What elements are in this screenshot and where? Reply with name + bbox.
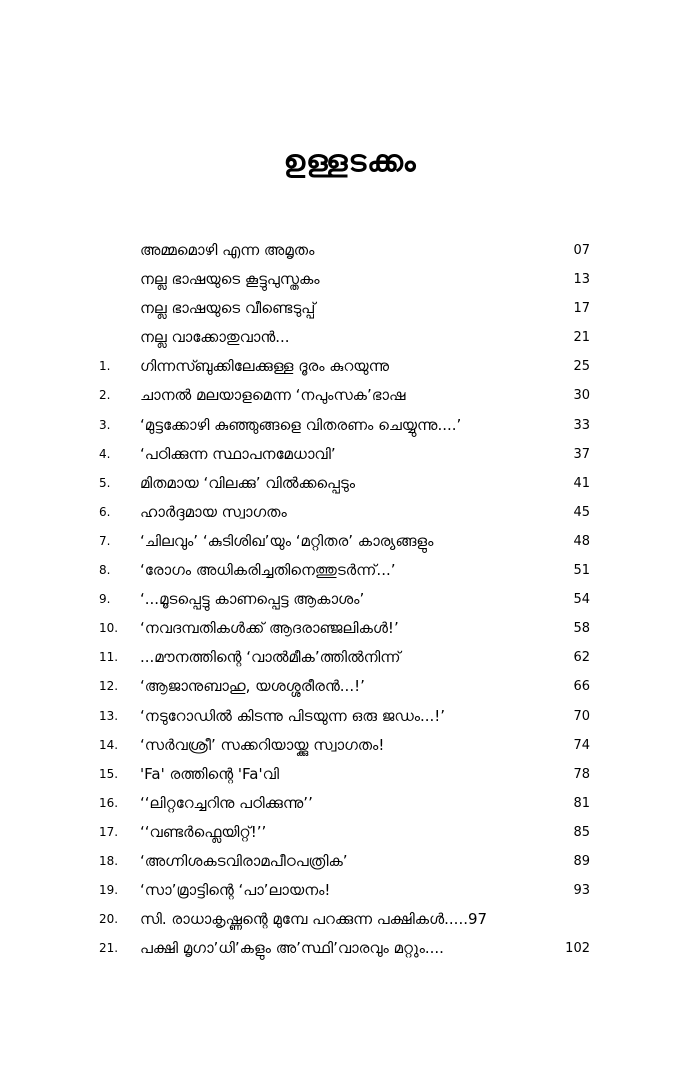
toc-entry-number: 3. xyxy=(99,417,111,432)
toc-entry-page: 21 xyxy=(573,330,590,346)
toc-entry-title: നല്ല ഭാഷയുടെ കൂട്ടുപുസ്തകം xyxy=(140,270,320,289)
toc-entry-title: ഗിന്നസ്ബുക്കിലേക്കുള്ള ദൂരം കുറയുന്നു xyxy=(140,357,390,376)
toc-entry-title: ‘രോഗം അധികരിച്ചതിനെത്തുടർന്ന്...’ xyxy=(140,561,396,580)
toc-entry xyxy=(0,440,700,469)
toc-entry-number: 14. xyxy=(99,737,119,752)
toc-entry-number: 6. xyxy=(99,504,111,519)
toc-entry-title: ‘...മൂടപ്പെട്ടു കാണപ്പെട്ട ആകാശം’ xyxy=(140,590,365,609)
toc-entry xyxy=(0,672,700,701)
toc-entry-number: 13. xyxy=(99,708,119,723)
toc-entry xyxy=(0,934,700,963)
toc-entry-title: നല്ല വാക്കോതുവാൻ... xyxy=(140,328,290,347)
toc-entry-number: 12. xyxy=(99,679,119,694)
toc-entry-page: 54 xyxy=(573,592,590,608)
toc-entry xyxy=(0,760,700,789)
toc-entry-page: 102 xyxy=(565,941,590,957)
toc-entry xyxy=(0,323,700,352)
toc-entry xyxy=(0,556,700,585)
toc-entry-page: 48 xyxy=(573,533,590,549)
toc-entry-page: 70 xyxy=(573,708,590,724)
toc-entry xyxy=(0,527,700,556)
toc-entry-page: 93 xyxy=(573,883,590,899)
toc-entry-title: ‘ആജാനുബാഹു, യശശ്ശരീരൻ...!’ xyxy=(140,677,365,696)
toc-entry-page: 62 xyxy=(573,650,590,666)
toc-entry-number: 9. xyxy=(99,592,111,607)
toc-entry-number: 16. xyxy=(99,795,119,810)
toc-entry-page: 41 xyxy=(573,475,590,491)
toc-entry-title: സി. രാധാകൃഷ്ണന്റെ മുമ്പേ പറക്കുന്ന പക്ഷികൾ.....97 xyxy=(140,910,488,929)
toc-entry-page: 81 xyxy=(573,795,590,811)
toc-entry-page: 85 xyxy=(573,824,590,840)
page-title: ഉള്ളടക്കം xyxy=(283,144,417,179)
toc-entry xyxy=(0,702,700,731)
toc-entry-number: 11. xyxy=(99,650,119,665)
toc-entry-page: 45 xyxy=(573,504,590,520)
toc-entry-title: ‘നവദമ്പതികൾക്ക് ആദരാഞ്ജലികൾ!’ xyxy=(140,619,399,638)
toc-entry xyxy=(0,469,700,498)
toc-entry-number: 17. xyxy=(99,824,119,839)
toc-entry-page: 25 xyxy=(573,359,590,375)
toc-entry-title: ...മൗനത്തിന്റെ ‘വാൽമീക’ത്തിൽനിന്ന് xyxy=(140,648,401,667)
toc-entry-title: ‘അഗ്നിശകടവിരാമപീഠപത്രിക’ xyxy=(140,851,348,870)
toc-entry-title: ഹാർദ്ദമായ സ്വാഗതം xyxy=(140,502,287,521)
toc-entry-title: ‘സർവശ്രീ’ സക്കറിയായ്ക്കു സ്വാഗതം! xyxy=(140,735,385,754)
toc-entry-number: 1. xyxy=(99,359,111,374)
toc-entry-number: 15. xyxy=(99,766,119,781)
toc-entry-title: ‘സാ’മ്രാട്ടിന്റെ ‘പാ’ലായനം! xyxy=(140,881,331,900)
toc-entry xyxy=(0,818,700,847)
toc-entry-title: 'Fa' രത്തിന്റെ 'Fa'വി xyxy=(140,764,280,783)
toc-entry-title: ‘മുട്ടക്കോഴി കുഞ്ഞുങ്ങളെ വിതരണം ചെയ്യുന്നു....’ xyxy=(140,415,462,434)
toc-entry-page: 30 xyxy=(573,388,590,404)
toc-entry-title: ‘ചിലവും’ ‘കുടിശിഖ’യും ‘മറ്റിതര’ കാര്യങ്ങളും xyxy=(140,531,434,550)
toc-entry-number: 18. xyxy=(99,853,119,868)
toc-entry-title: അമ്മമൊഴി എന്ന അമൃതം xyxy=(140,241,315,259)
toc-entry-title: ചാനൽ മലയാളമെന്ന ‘നപുംസക’ഭാഷ xyxy=(140,386,406,405)
toc-entry xyxy=(0,294,700,323)
toc-entry xyxy=(0,905,700,934)
toc-entry-page: 58 xyxy=(573,621,590,637)
toc-entry-number: 5. xyxy=(99,475,111,490)
toc-entry-number: 20. xyxy=(99,912,119,927)
toc-entry-title: നല്ല ഭാഷയുടെ വീണ്ടെടുപ്പ് xyxy=(140,299,316,318)
toc-entry-page: 78 xyxy=(573,766,590,782)
toc-entry-number: 7. xyxy=(99,533,111,548)
toc-entry-title: മിതമായ ‘വിലക്കു’ വിൽക്കപ്പെടും xyxy=(140,473,356,492)
toc-entry xyxy=(0,847,700,876)
toc-entry xyxy=(0,731,700,760)
toc-entry-title: ‘‘ലിറ്ററേച്ചറിനു പഠിക്കുന്നു’’ xyxy=(140,793,313,812)
toc-entry-title: ‘നടുറോഡിൽ കിടന്നു പിടയുന്ന ഒരു ജഡം...!’ xyxy=(140,706,446,725)
toc-entry-page: 66 xyxy=(573,679,590,695)
toc-entry xyxy=(0,876,700,905)
toc-entry xyxy=(0,789,700,818)
toc-entry-number: 10. xyxy=(99,621,119,636)
toc-entry xyxy=(0,585,700,614)
toc-entry xyxy=(0,265,700,294)
toc-entry-page: 13 xyxy=(573,272,590,288)
toc-entry-page: 37 xyxy=(573,446,590,462)
toc-entry-title: പക്ഷി മൃഗാ’ധി’കളും അ’സ്ഥി’വാരവും മറ്റും.... xyxy=(140,939,444,958)
toc-entry-page: 33 xyxy=(573,417,590,433)
toc-entry-page: 89 xyxy=(573,853,590,869)
toc-entry-title: ‘‘വണ്ടർഫ്ലെയിറ്റ്!’’ xyxy=(140,822,267,841)
toc-entry-page: 51 xyxy=(573,563,590,579)
toc-entry-number: 21. xyxy=(99,941,119,956)
table-of-contents xyxy=(0,236,700,963)
toc-entry-title: ‘പഠിക്കുന്ന സ്ഥാപനമേധാവി’ xyxy=(140,444,336,463)
toc-entry-page: 07 xyxy=(573,243,590,258)
toc-entry xyxy=(0,498,700,527)
toc-entry-page: 74 xyxy=(573,737,590,753)
toc-entry xyxy=(0,643,700,672)
toc-entry-number: 19. xyxy=(99,883,119,898)
toc-entry-number: 4. xyxy=(99,446,111,461)
toc-entry-number: 8. xyxy=(99,563,111,578)
toc-entry xyxy=(0,614,700,643)
toc-entry xyxy=(0,352,700,381)
toc-entry xyxy=(0,381,700,410)
toc-entry-page: 17 xyxy=(573,301,590,317)
toc-entry-number: 2. xyxy=(99,388,111,403)
toc-entry xyxy=(0,236,700,265)
toc-entry xyxy=(0,411,700,440)
